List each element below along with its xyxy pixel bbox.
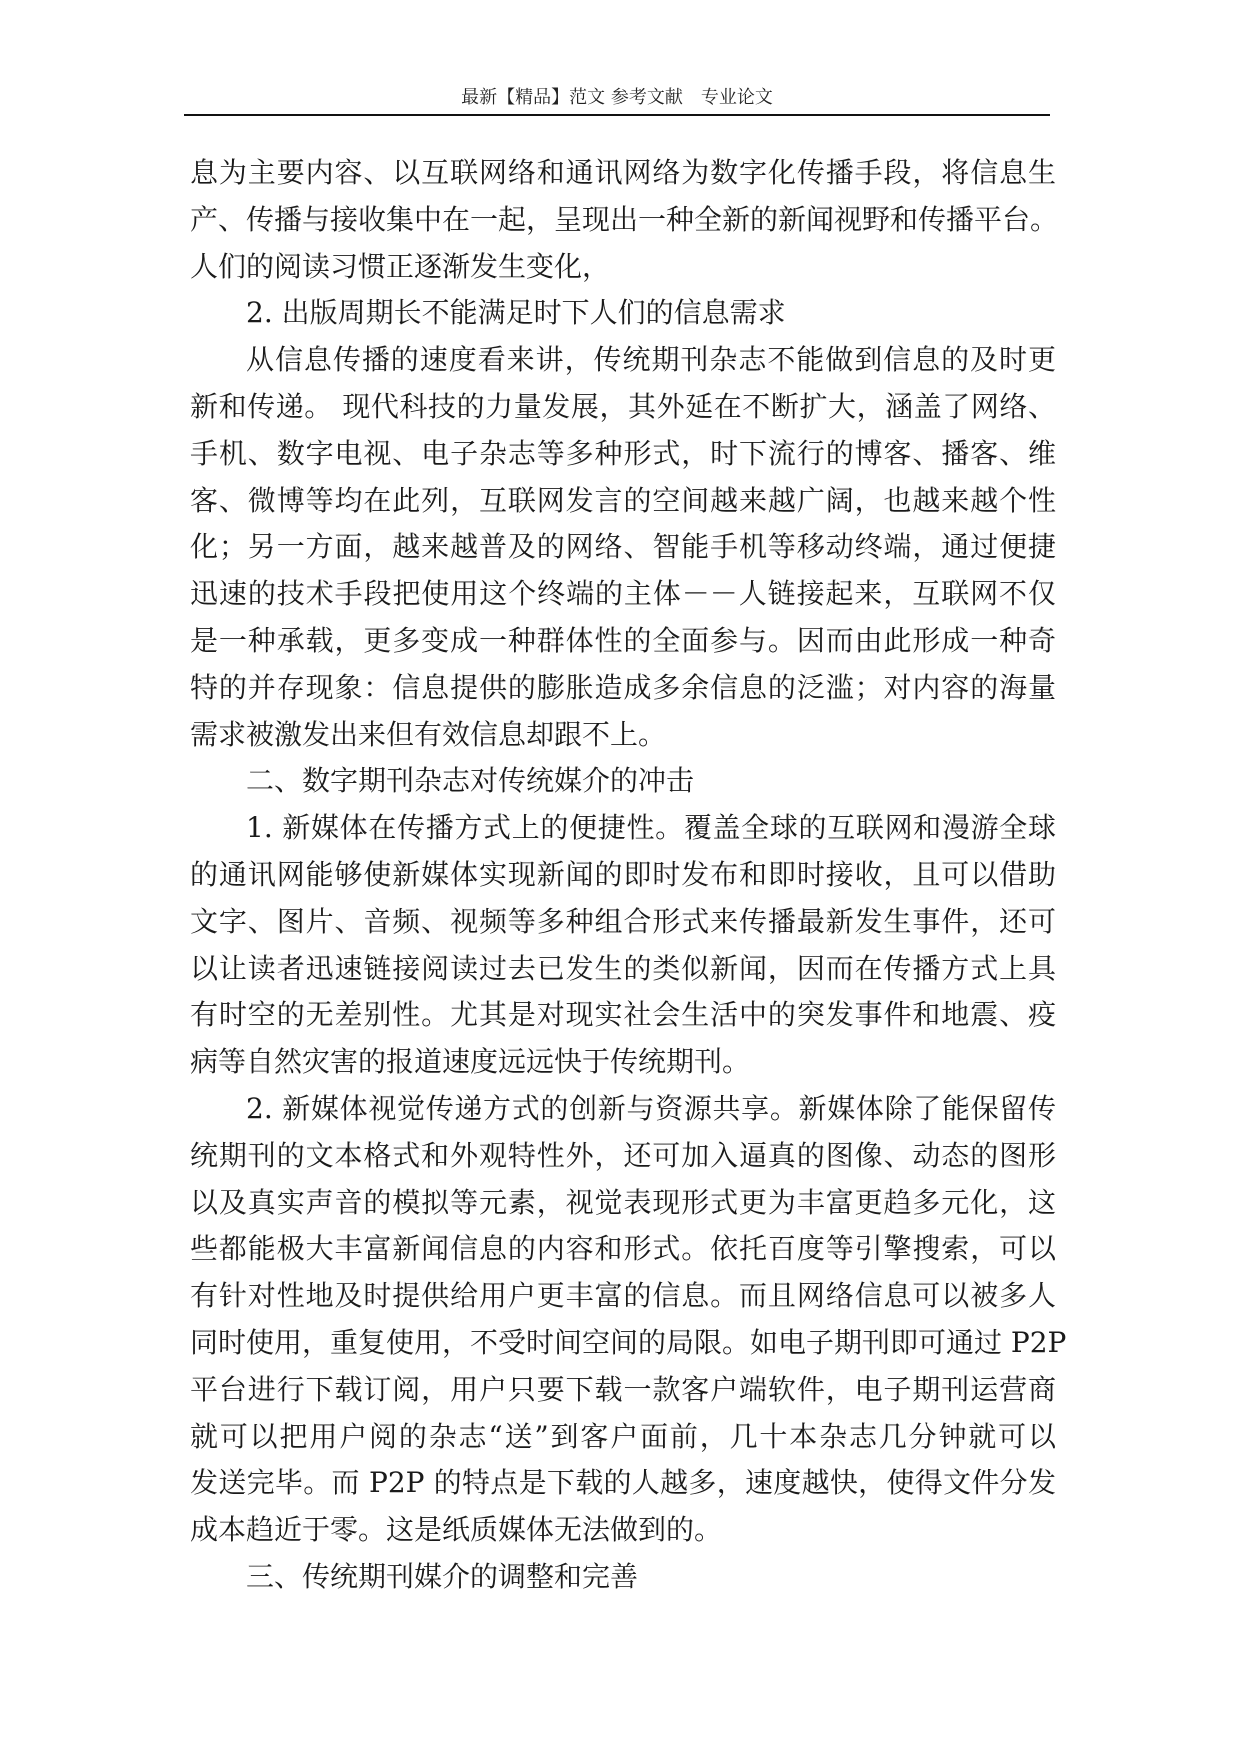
text-line: 同时使用，重复使用，不受时间空间的局限。如电子期刊即可通过 P2P xyxy=(190,1325,1067,1359)
text-line: 的通讯网能够使新媒体实现新闻的即时发布和即时接收，且可以借助 xyxy=(190,857,1056,891)
text-line: 发送完毕。而 P2P 的特点是下载的人越多，速度越快，使得文件分发 xyxy=(190,1466,1056,1500)
text-line: 迅速的技术手段把使用这个终端的主体－－人链接起来，互联网不仅 xyxy=(190,577,1056,611)
text-line: 手机、数字电视、电子杂志等多种形式，时下流行的博客、播客、维 xyxy=(190,436,1056,470)
text-line: 病等自然灾害的报道速度远远快于传统期刊。 xyxy=(190,1045,751,1079)
text-line: 有针对性地及时提供给用户更丰富的信息。而且网络信息可以被多人 xyxy=(190,1279,1056,1313)
text-line: 产、传播与接收集中在一起，呈现出一种全新的新闻视野和传播平台。 xyxy=(190,202,1059,236)
text-line: 特的并存现象：信息提供的膨胀造成多余信息的泛滥；对内容的海量 xyxy=(190,670,1056,704)
document-body xyxy=(190,150,1067,1601)
text-line: 化；另一方面，越来越普及的网络、智能手机等移动终端，通过便捷 xyxy=(190,530,1056,564)
text-line: 些都能极大丰富新闻信息的内容和形式。依托百度等引擎搜索，可以 xyxy=(190,1232,1056,1266)
text-line: 平台进行下载订阅，用户只要下载一款客户端软件，电子期刊运营商 xyxy=(190,1372,1056,1406)
text-line: 有时空的无差别性。尤其是对现实社会生活中的突发事件和地震、疫 xyxy=(190,998,1056,1032)
text-line: 人们的阅读习惯正逐渐发生变化， xyxy=(190,249,611,283)
text-line: 是一种承载，更多变成一种群体性的全面参与。因而由此形成一种奇 xyxy=(190,623,1056,657)
text-line: 统期刊的文本格式和外观特性外，还可加入逼真的图像、动态的图形 xyxy=(190,1138,1056,1172)
text-line: 以让读者迅速链接阅读过去已发生的类似新闻，因而在传播方式上具 xyxy=(190,951,1056,985)
text-line: 文字、图片、音频、视频等多种组合形式来传播最新发生事件，还可 xyxy=(190,904,1056,938)
header-divider xyxy=(184,114,1050,116)
text-line: 新和传递。 现代科技的力量发展，其外延在不断扩大，涵盖了网络、 xyxy=(190,389,1056,423)
text-line: 客、微博等均在此列，互联网发言的空间越来越广阔，也越来越个性 xyxy=(190,483,1056,517)
text-line: 2. 新媒体视觉传递方式的创新与资源共享。新媒体除了能保留传 xyxy=(246,1091,1056,1125)
text-line: 1. 新媒体在传播方式上的便捷性。覆盖全球的互联网和漫游全球 xyxy=(246,811,1056,845)
text-line: 就可以把用户阅的杂志“送”到客户面前，几十本杂志几分钟就可以 xyxy=(190,1419,1056,1453)
text-line: 成本趋近于零。这是纸质媒体无法做到的。 xyxy=(190,1513,723,1547)
text-line: 二、数字期刊杂志对传统媒介的冲击 xyxy=(246,764,695,798)
text-line: 三、传统期刊媒介的调整和完善 xyxy=(246,1559,639,1593)
text-line: 息为主要内容、以互联网络和通讯网络为数字化传播手段，将信息生 xyxy=(190,156,1056,189)
text-line: 2. 出版周期长不能满足时下人们的信息需求 xyxy=(246,296,786,330)
text-line: 从信息传播的速度看来讲，传统期刊杂志不能做到信息的及时更 xyxy=(246,343,1056,377)
text-line: 以及真实声音的模拟等元素，视觉表现形式更为丰富更趋多元化，这 xyxy=(190,1185,1056,1219)
text-line: 需求被激发出来但有效信息却跟不上。 xyxy=(190,717,667,751)
page-header: 最新【精品】范文 参考文献 专业论文 xyxy=(461,87,773,108)
